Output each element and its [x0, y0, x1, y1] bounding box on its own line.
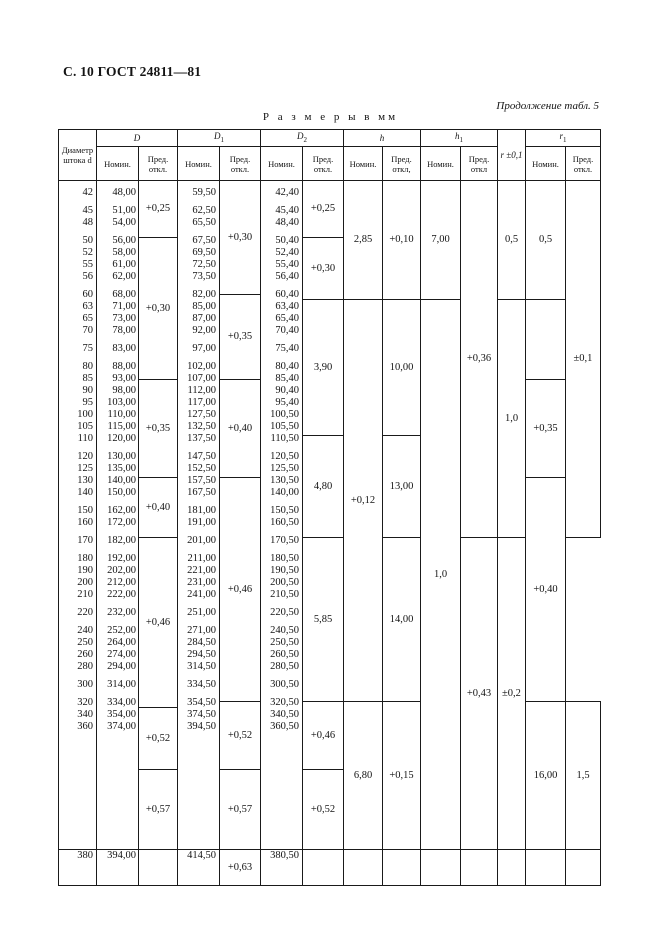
column-d [59, 181, 97, 850]
cell-d: 60 [82, 289, 93, 300]
cell-D2-nom: 70,40 [275, 325, 299, 336]
D2-pred-cell [303, 850, 344, 886]
cell-D2-nom: 110,50 [270, 433, 299, 444]
r1-nom-cell: 0,5 [526, 181, 566, 300]
cell-d: 65 [82, 313, 93, 324]
h1-pred-cell: +0,43 [461, 538, 498, 850]
cell-d: 55 [82, 259, 93, 270]
cell-D1-nom: 132,50 [187, 421, 216, 432]
cell-D2-nom: 130,50 [270, 475, 299, 486]
D-pred-cell [139, 850, 178, 886]
cell-D1-nom: 87,00 [192, 313, 216, 324]
cell-D-nom: 334,00 [107, 697, 136, 708]
cell-d: 45 [82, 205, 93, 216]
D2-pred-cell: +0,25 [303, 181, 344, 238]
D2-pred-cell: +0,40 [526, 478, 566, 702]
cell-D1-nom: 59,50 [192, 187, 216, 198]
cell-D-nom: 62,00 [112, 271, 136, 282]
cell-D-nom: 83,00 [112, 343, 136, 354]
cell-D-nom: 61,00 [112, 259, 136, 270]
header-h-nom: Номин. [344, 147, 383, 181]
r1-nom-cell: 1,5 [566, 702, 601, 850]
cell-d: 250 [77, 637, 93, 648]
D-pred-cell: +0,25 [139, 181, 178, 238]
cell-d: 75 [82, 343, 93, 354]
cell-D-nom: 58,00 [112, 247, 136, 258]
cell-d: 85 [82, 373, 93, 384]
cell-D1-nom: 284,50 [187, 637, 216, 648]
cell-D1-nom: 374,50 [187, 709, 216, 720]
header-D1-nom: Номин. [178, 147, 220, 181]
cell-d: 52 [82, 247, 93, 258]
cell-d: 42 [82, 187, 93, 198]
column-D-nom [97, 181, 139, 850]
h1-nom-cell: 7,00 [421, 181, 461, 300]
cell-D1-nom: 294,50 [187, 649, 216, 660]
cell-D2-nom: 380,50 [261, 850, 303, 886]
cell-D-nom: 274,00 [107, 649, 136, 660]
header-r1: $r_1$ [526, 130, 601, 147]
cell-D-nom: 252,00 [107, 625, 136, 636]
D1-pred-cell: +0,63 [220, 850, 261, 886]
cell-D-nom: 54,00 [112, 217, 136, 228]
cell-d: 63 [82, 301, 93, 312]
D-pred-cell: +0,52 [139, 708, 178, 770]
r1-nom-cell [526, 850, 566, 886]
cell-D2-nom: 300,50 [270, 679, 299, 690]
cell-d: 260 [77, 649, 93, 660]
cell-D-nom: 172,00 [107, 517, 136, 528]
D-pred-cell: +0,30 [139, 238, 178, 380]
cell-d: 140 [77, 487, 93, 498]
cell-D1-nom: 157,50 [187, 475, 216, 486]
cell-D2-nom: 52,40 [275, 247, 299, 258]
cell-D1-nom: 117,00 [187, 397, 216, 408]
D2-pred-cell: +0,52 [303, 770, 344, 850]
cell-d: 50 [82, 235, 93, 246]
cell-d: 200 [77, 577, 93, 588]
cell-D-nom: 314,00 [107, 679, 136, 690]
sizes-table [58, 129, 601, 886]
cell-d: 170 [77, 535, 93, 546]
cell-D1-nom: 314,50 [187, 661, 216, 672]
cell-D-nom: 110,00 [107, 409, 136, 420]
h-nom-cell: 6,80 [344, 702, 383, 850]
cell-D2-nom: 63,40 [275, 301, 299, 312]
h-pred-cell: +0,15 [383, 702, 421, 850]
cell-D1-nom: 85,00 [192, 301, 216, 312]
header-h: h [344, 130, 421, 147]
cell-D2-nom: 85,40 [275, 373, 299, 384]
cell-D2-nom: 48,40 [275, 217, 299, 228]
sizes-caption: Р а з м е р ы в мм [262, 111, 399, 123]
cell-D2-nom: 125,50 [270, 463, 299, 474]
cell-d: 240 [77, 625, 93, 636]
h1-pred-cell: +0,36 [461, 181, 498, 538]
cell-D-nom: 192,00 [107, 553, 136, 564]
cell-d: 340 [77, 709, 93, 720]
r1-pred-cell: ±0,2 [498, 538, 526, 850]
cell-D2-nom: 100,50 [270, 409, 299, 420]
header-h1-pred: Пред. откл [461, 147, 498, 181]
cell-D-nom: 130,00 [107, 451, 136, 462]
cell-D1-nom: 152,50 [187, 463, 216, 474]
cell-D1-nom: 191,00 [187, 517, 216, 528]
cell-d: 190 [77, 565, 93, 576]
column-D2-nom [261, 181, 303, 850]
continuation-label: Продолжение табл. 5 [496, 100, 599, 112]
header-D1: $D_1$ [178, 130, 261, 147]
D-pred-cell: +0,35 [139, 380, 178, 478]
header-r1-pred: Пред. откл. [566, 147, 601, 181]
cell-D-nom: 212,00 [107, 577, 136, 588]
cell-d: 100 [77, 409, 93, 420]
cell-D1-nom: 394,50 [187, 721, 216, 732]
D1-pred-cell: +0,30 [220, 181, 261, 295]
h-nom-cell: 5,85 [303, 538, 344, 702]
h-pred-cell [383, 850, 421, 886]
r-cell: 1,0 [421, 300, 461, 850]
cell-d: 70 [82, 325, 93, 336]
r1-pred-cell [566, 850, 601, 886]
cell-D1-nom: 201,00 [187, 535, 216, 546]
cell-D1-nom: 181,00 [187, 505, 216, 516]
cell-D2-nom: 340,50 [270, 709, 299, 720]
cell-D2-nom: 240,50 [270, 625, 299, 636]
cell-D2-nom: 360,50 [270, 721, 299, 732]
cell-D1-nom: 334,50 [187, 679, 216, 690]
cell-D-nom: 88,00 [112, 361, 136, 372]
cell-D1-nom: 72,50 [192, 259, 216, 270]
page-title: С. 10 ГОСТ 24811—81 [63, 64, 202, 79]
cell-D2-nom: 65,40 [275, 313, 299, 324]
cell-d: 48 [82, 217, 93, 228]
cell-D1-nom: 102,00 [187, 361, 216, 372]
D1-pred-cell: +0,35 [220, 295, 261, 380]
header-D1-pred: Пред. откл. [220, 147, 261, 181]
cell-D2-nom: 140,00 [270, 487, 299, 498]
cell-D-nom: 182,00 [107, 535, 136, 546]
cell-d: 300 [77, 679, 93, 690]
cell-D2-nom: 280,50 [270, 661, 299, 672]
cell-D2-nom: 180,50 [270, 553, 299, 564]
header-r1-nom: Номин. [526, 147, 566, 181]
h1-nom-cell: 13,00 [383, 436, 421, 538]
cell-D1-nom: 167,50 [187, 487, 216, 498]
cell-D-nom: 68,00 [112, 289, 136, 300]
D2-pred-cell: +0,46 [303, 702, 344, 770]
cell-D-nom: 232,00 [107, 607, 136, 618]
cell-D-nom: 222,00 [107, 589, 136, 600]
cell-D1-nom: 97,00 [192, 343, 216, 354]
D-pred-cell: +0,40 [139, 478, 178, 538]
cell-d: 180 [77, 553, 93, 564]
cell-D2-nom: 95,40 [275, 397, 299, 408]
cell-D2-nom: 260,50 [270, 649, 299, 660]
cell-D-nom: 48,00 [112, 187, 136, 198]
cell-D2-nom: 220,50 [270, 607, 299, 618]
cell-d: 360 [77, 721, 93, 732]
cell-d: 210 [77, 589, 93, 600]
cell-D-nom: 98,00 [112, 385, 136, 396]
header-h-pred: Пред. откл, [383, 147, 421, 181]
header-D: D [97, 130, 178, 147]
r-cell: 0,5 [498, 181, 526, 300]
cell-d: 130 [77, 475, 93, 486]
cell-D1-nom: 137,50 [187, 433, 216, 444]
h-pred-cell: +0,10 [383, 181, 421, 300]
cell-D1-nom: 127,50 [187, 409, 216, 420]
cell-d: 280 [77, 661, 93, 672]
D2-pred-cell: +0,30 [303, 238, 344, 300]
cell-d: 56 [82, 271, 93, 282]
cell-D1-nom: 107,00 [187, 373, 216, 384]
cell-d: 120 [77, 451, 93, 462]
r-cell [498, 850, 526, 886]
cell-D1-nom: 147,50 [187, 451, 216, 462]
cell-D2-nom: 190,50 [270, 565, 299, 576]
cell-D1-nom: 354,50 [187, 697, 216, 708]
h1-pred-cell [461, 850, 498, 886]
cell-D-nom: 202,00 [107, 565, 136, 576]
cell-D2-nom: 120,50 [270, 451, 299, 462]
cell-D2-nom: 80,40 [275, 361, 299, 372]
cell-d: 125 [77, 463, 93, 474]
h1-nom-cell: 14,00 [383, 538, 421, 702]
cell-D2-nom: 150,50 [270, 505, 299, 516]
header-r: r ±0,1 [498, 130, 526, 181]
cell-D2-nom: 250,50 [270, 637, 299, 648]
cell-D2-nom: 320,50 [270, 697, 299, 708]
cell-D-nom: 140,00 [107, 475, 136, 486]
cell-d: 105 [77, 421, 93, 432]
h-nom-cell: 2,85 [344, 181, 383, 300]
cell-D-nom: 115,00 [107, 421, 136, 432]
r1-nom-cell: 1,0 [498, 300, 526, 538]
cell-D1-nom: 221,00 [187, 565, 216, 576]
cell-D-nom: 73,00 [112, 313, 136, 324]
cell-D1-nom: 92,00 [192, 325, 216, 336]
cell-d: 160 [77, 517, 93, 528]
cell-D2-nom: 60,40 [275, 289, 299, 300]
D1-pred-cell: +0,57 [220, 770, 261, 850]
cell-D1-nom: 82,00 [192, 289, 216, 300]
D2-pred-cell: +0,35 [526, 380, 566, 478]
cell-D-nom: 264,00 [107, 637, 136, 648]
cell-D1-nom: 271,00 [187, 625, 216, 636]
cell-D2-nom: 50,40 [275, 235, 299, 246]
header-diameter: Диаметр штока d [59, 130, 97, 181]
cell-D1-nom: 251,00 [187, 607, 216, 618]
header-D2-pred: Пред. откл. [303, 147, 344, 181]
cell-D2-nom: 210,50 [270, 589, 299, 600]
cell-D1-nom: 241,00 [187, 589, 216, 600]
cell-D1-nom: 65,50 [192, 217, 216, 228]
h1-nom-cell: 10,00 [383, 300, 421, 436]
header-D2: $D_2$ [261, 130, 344, 147]
cell-D2-nom: 170,50 [270, 535, 299, 546]
D1-pred-cell: +0,40 [220, 380, 261, 478]
cell-d: 110 [77, 433, 93, 444]
cell-D-nom: 150,00 [107, 487, 136, 498]
cell-d: 95 [82, 397, 93, 408]
cell-D-nom: 394,00 [97, 850, 139, 886]
D1-pred-cell: +0,52 [220, 702, 261, 770]
h1-nom-cell [421, 850, 461, 886]
cell-D1-nom: 211,00 [187, 553, 216, 564]
D-pred-cell: +0,57 [139, 770, 178, 850]
cell-D-nom: 93,00 [112, 373, 136, 384]
cell-D2-nom: 200,50 [270, 577, 299, 588]
h-nom-cell [344, 850, 383, 886]
cell-D-nom: 56,00 [112, 235, 136, 246]
cell-D2-nom: 55,40 [275, 259, 299, 270]
cell-D-nom: 51,00 [112, 205, 136, 216]
cell-D2-nom: 42,40 [275, 187, 299, 198]
cell-D-nom: 71,00 [112, 301, 136, 312]
cell-D2-nom: 160,50 [270, 517, 299, 528]
cell-D1-nom: 231,00 [187, 577, 216, 588]
cell-D-nom: 78,00 [112, 325, 136, 336]
cell-D-nom: 162,00 [107, 505, 136, 516]
cell-D1-nom: 62,50 [192, 205, 216, 216]
r1-pred-cell: ±0,1 [566, 181, 601, 538]
cell-d: 150 [77, 505, 93, 516]
h1-nom-cell: 16,00 [526, 702, 566, 850]
cell-D-nom: 294,00 [107, 661, 136, 672]
cell-D2-nom: 45,40 [275, 205, 299, 216]
h-pred-cell: +0,12 [344, 300, 383, 702]
D-pred-cell: +0,46 [139, 538, 178, 708]
cell-D2-nom: 56,40 [275, 271, 299, 282]
cell-D-nom: 120,00 [107, 433, 136, 444]
cell-D2-nom: 75,40 [275, 343, 299, 354]
h-nom-cell: 4,80 [303, 436, 344, 538]
cell-d: 90 [82, 385, 93, 396]
D1-pred-cell: +0,46 [220, 478, 261, 702]
cell-d: 380 [59, 850, 97, 886]
cell-D-nom: 354,00 [107, 709, 136, 720]
cell-D2-nom: 90,40 [275, 385, 299, 396]
cell-D-nom: 135,00 [107, 463, 136, 474]
header-D2-nom: Номин. [261, 147, 303, 181]
cell-d: 220 [77, 607, 93, 618]
header-h1-nom: Номин. [421, 147, 461, 181]
header-D-nom: Номин. [97, 147, 139, 181]
column-D1-nom [178, 181, 220, 850]
cell-D-nom: 374,00 [107, 721, 136, 732]
cell-D1-nom: 69,50 [192, 247, 216, 258]
h-nom-cell: 3,90 [303, 300, 344, 436]
cell-D2-nom: 105,50 [270, 421, 299, 432]
cell-d: 320 [77, 697, 93, 708]
cell-D1-nom: 112,00 [187, 385, 216, 396]
header-D-pred: Пред. откл. [139, 147, 178, 181]
cell-D1-nom: 414,50 [178, 850, 220, 886]
cell-D1-nom: 73,50 [192, 271, 216, 282]
cell-D-nom: 103,00 [107, 397, 136, 408]
cell-D1-nom: 67,50 [192, 235, 216, 246]
cell-d: 80 [82, 361, 93, 372]
header-h1: $h_1$ [421, 130, 498, 147]
